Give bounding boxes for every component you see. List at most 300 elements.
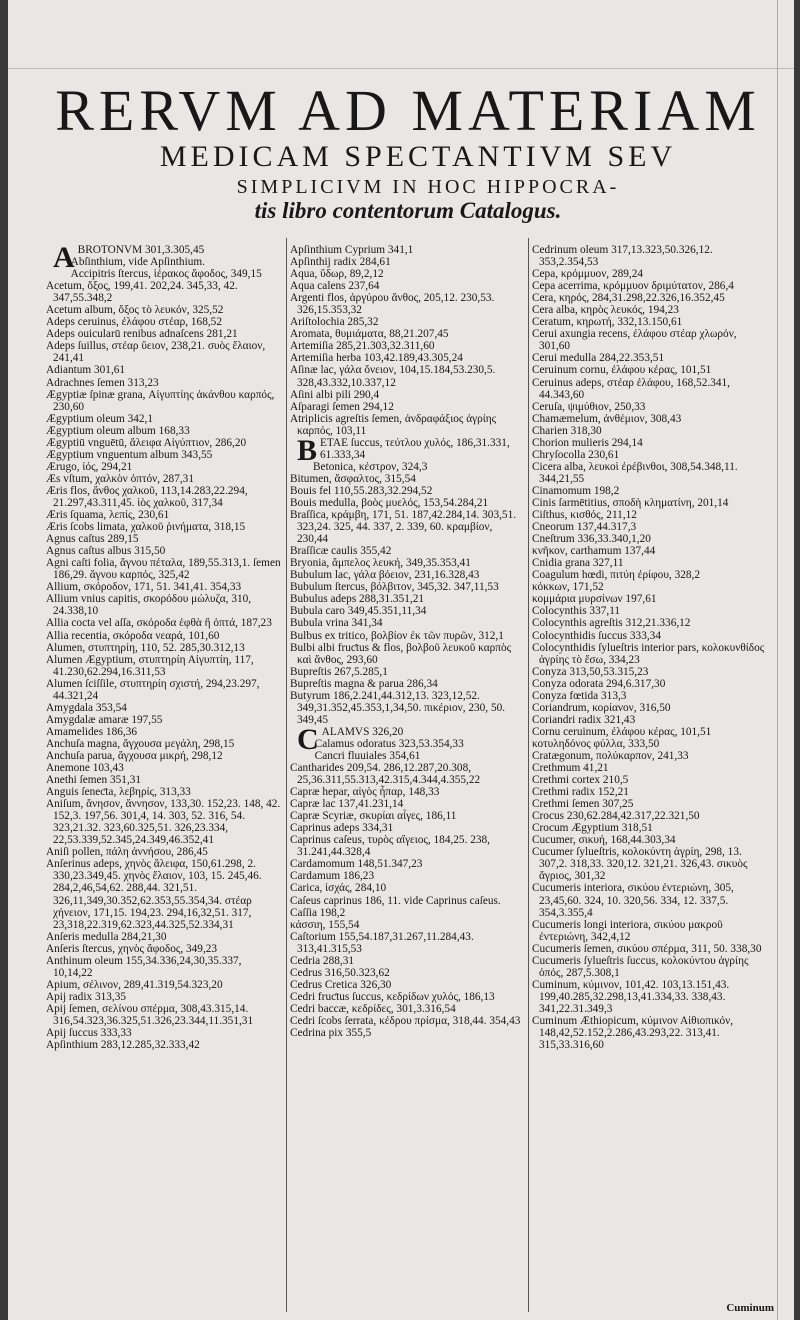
entry-text: Æs vſtum, χαλκὸν ὀπτόν, 287,31 [46,472,194,485]
index-entry [532,774,768,786]
index-entry [46,268,282,280]
entry-text: Apij ſemen, σελίνου σπέρμα, 308,43.315,14. 316,54.323,36.325,51.326,23.344,11.351,31 [46,1002,254,1027]
index-column-1 [46,241,284,1312]
entry-text: Æris ſquama, λεπίς, 230,61 [46,509,170,522]
title-line-2: MEDICAM SPECTANTIVM SEV [159,140,677,173]
entry-text: Cucumeris ſylueſtris ſuccus, κολοκύντου ἀγρίης ὀπός, 287,5.308,1 [532,954,752,979]
index-entry [290,991,524,1003]
index-entry [532,401,768,413]
index-entry [46,425,282,437]
entry-text: Cucumeris interiora, σικύου ἐντεριώνη, 305, 23,45,60. 324, 10. 320,56. 334, 12. 337,5. 354,3.355,4 [532,882,737,919]
index-entry [532,425,768,437]
index-entry [290,557,524,569]
drop-cap: B [297,433,318,467]
entry-text: Colocynthis 337,11 [532,605,621,618]
index-entry [532,292,768,304]
index-entry [46,678,282,702]
entry-text: Ceruinus adeps, στέαρ ἐλάφου, 168,52.341, 44.343,60 [532,376,733,401]
entry-text: Ægyptium vnguentum album 343,55 [46,448,213,461]
index-entry [290,617,524,629]
index-entry [290,810,524,822]
entry-text: Chamæmelum, ἀνθέμιον, 308,43 [532,412,682,425]
entry-text: Bubulus adeps 288,31.351,21 [290,593,424,606]
entry-text: Bouis fel 110,55.283,32.294,52 [290,484,433,497]
entry-text: κνῆκον, carthamum 137,44 [532,545,656,558]
entry-text: Agnus caſtus 289,15 [46,533,139,546]
entry-text: Braſſica, κράμβη, 171, 51. 187,42.284,14. 303,51. 323,24. 325, 44. 337, 2. 339, 60. κραμβίον, 230,44 [290,509,519,546]
entry-text: Anthinum oleum 155,34.336,24,30,35.337, 10,14,22 [46,954,245,979]
entry-text: Cedrina pix 355,5 [290,1027,372,1040]
index-entry [532,617,768,629]
entry-text: Allium vnius capitis, σκορόδου μώλυζα, 310, 24.338,10 [46,593,254,618]
entry-text: Aqua, ὕδωρ, 89,2,12 [290,268,384,281]
entry-text: Adeps ouicularū renibus adnaſcens 281,21 [46,328,238,341]
entry-text: Ægyptiæ ſpinæ grana, Αἰγυπτίης ἀκάνθου καρπός, 230,60 [46,388,278,413]
index-entry [46,1003,282,1027]
entry-text: Cnidia grana 327,11 [532,557,624,570]
index-entry [532,328,768,352]
index-entry [532,533,768,545]
entry-text: Bitumen, ἄσφαλτος, 315,54 [290,472,416,485]
index-entry [46,340,282,364]
entry-text: Ariſtolochia 285,32 [290,316,379,329]
entry-text: Crethmum 41,21 [532,762,609,775]
index-entry [290,280,524,292]
index-entry [532,979,768,1015]
index-entry [532,280,768,292]
index-entry [46,364,282,376]
index-entry [290,870,524,882]
index-entry [532,413,768,425]
entry-text: Aſparagi ſemen 294,12 [290,400,394,413]
entry-text: Betonica, κέστρον, 324,3 [313,460,428,473]
entry-text: Colocynthidis ſylueſtris interior pars, κολοκυνθίδος ἀγρίης τὸ ἔσω, 334,23 [532,641,768,666]
entry-text: Cedrinum oleum 317,13.323,50.326,12. 353,2.354,53 [532,244,716,269]
entry-text: Capræ lac 137,41.231,14 [290,798,404,811]
entry-text: Charien 318,30 [532,424,602,437]
entry-text: Bubula vrina 341,34 [290,617,383,630]
index-entry [46,858,282,930]
entry-text: Caprinus adeps 334,31 [290,822,394,835]
index-entry [532,955,768,979]
top-rule [8,68,794,69]
index-entry [290,642,524,666]
entry-text: Cepa, κρόμμυον, 289,24 [532,268,644,281]
entry-text: Ceruinum cornu, ἐλάφου κέρας, 101,51 [532,364,712,377]
entry-text: Bouis medulla, βοὸς μυελός, 153,54.284,21 [290,496,489,509]
index-entry [532,364,768,376]
entry-text: Cedrus 316,50.323,62 [290,966,390,979]
index-entry [46,979,282,991]
index-entry [290,1003,524,1015]
index-entry [46,521,282,533]
entry-text: ETAE ſuccus, τεύτλου χυλός, 186,31.331, 61.333,34 [320,436,513,461]
index-entry [532,882,768,918]
entry-text: Aqua calens 237,64 [290,280,380,293]
index-entry [290,364,524,388]
entry-text: Crethmi radix 152,21 [532,786,629,799]
entry-text: Crethmi cortex 210,5 [532,774,629,787]
entry-text: κόκκων, 171,52 [532,581,604,594]
entry-text: Cneorum 137,44.317,3 [532,521,637,534]
entry-text: Anſeris ſtercus, χηνὸς ἄφοδος, 349,23 [46,942,218,955]
index-entry [532,557,768,569]
right-margin-rule [777,0,778,1320]
entry-text: Conyza 313,50,53.315,23 [532,665,649,678]
index-entry [290,268,524,280]
index-entry [290,461,524,473]
index-entry [532,786,768,798]
entry-text: Atriplicis agreſtis ſemen, ἀνδραφάξιος ἀγρίης καρπός, 103,11 [290,412,499,437]
entry-text: Cepa acerrima, κρόμμυον δριμύτατον, 286,4 [532,280,734,293]
index-entry [290,750,524,762]
index-entry [532,268,768,280]
index-entry [290,919,524,931]
entry-text: Acetum, ὄξος, 199,41. 202,24. 345,33, 42. 347,55.348,2 [46,280,241,305]
entry-text: Agni caſti folia, ἄγνου πέταλα, 189,55.313,1. ſemen 186,29. ἄγνου καρπός, 325,42 [46,557,284,582]
index-entry [46,846,282,858]
index-entry [532,545,768,557]
index-entry [46,256,282,268]
entry-text: Adeps ceruinus, ἐλάφου στέαρ, 168,52 [46,316,222,329]
index-entry [46,654,282,678]
entry-text: Cardamum 186,23 [290,870,375,883]
index-entry [290,967,524,979]
entry-text: Bubula caro 349,45.351,11,34 [290,605,427,618]
entry-text: Amygdalæ amaræ 197,55 [46,713,163,726]
index-entry [290,822,524,834]
index-entry [532,437,768,449]
index-entry [532,738,768,750]
index-entry [532,678,768,690]
index-entry [46,702,282,714]
index-entry [290,762,524,786]
entry-text: Colocynthis agreſtis 312,21.336,12 [532,617,691,630]
catchword: Cuminum [726,1302,774,1314]
entry-text: Adiantum 301,61 [46,364,126,377]
index-entry [532,630,768,642]
entry-text: Ægyptiū vnguētū, ἄλειφα Αἰγύπτιον, 286,20 [46,436,247,449]
index-entry [290,328,524,340]
entry-text: Cedrus Cretica 326,30 [290,978,392,991]
index-entry [46,798,282,846]
entry-text: Accipitris ſtercus, ἱέρακος ἄφοδος, 349,15 [70,268,262,281]
entry-text: Caſſia 198,2 [290,906,346,919]
entry-text: Cedri ſcobs ſerrata, κέδρου πρίσμα, 318,44. 354,43 [290,1015,521,1027]
entry-text: Aniſum, ἄνησον, ἄννησον, 133,30. 152,23. 148, 42. 152,3. 197,56. 301,4, 14. 303, 52. 316, 54. 323,21.32. 323,60.325,51. 326,23.334, 22,53.339,52.345,24.349,46.352,41 [46,798,284,847]
index-entry [290,413,524,437]
entry-text: Cucumeris ſemen, σικύου σπέρμα, 311, 50. 338,30 [532,942,762,955]
entry-text: Ceruſa, ψιμύθιον, 250,33 [532,400,646,413]
entry-text: Braſſicæ caulis 355,42 [290,545,392,558]
index-entry [46,750,282,762]
index-entry [46,955,282,979]
index-entry [46,389,282,413]
index-entry [290,882,524,894]
index-entry [290,895,524,907]
entry-text: Apij radix 313,35 [46,990,127,1003]
index-entry [290,509,524,545]
entry-text: Anemone 103,43 [46,762,124,775]
index-entry [532,497,768,509]
entry-text: Bryonia, ἄμπελος λευκή, 349,35.353,41 [290,557,471,570]
entry-text: Artemiſia herba 103,42.189,43.305,24 [290,352,463,365]
column-separator [528,238,529,1312]
index-entry [46,280,282,304]
index-entry [532,919,768,943]
index-entry [46,642,282,654]
entry-text: Aſinæ lac, γάλα ὄνειον, 104,15.184,53.230,5. 328,43.332,10.337,12 [290,364,499,389]
index-entry [290,485,524,497]
entry-text: Chorion mulieris 294,14 [532,436,643,449]
entry-text: Ægyptium oleum album 168,33 [46,424,190,437]
entry-text: Carica, ἰσχάς, 284,10 [290,882,387,895]
entry-text: Apſinthium 283,12.285,32.333,42 [46,1039,200,1052]
index-entry [532,666,768,678]
index-entry [532,690,768,702]
index-entry [290,931,524,955]
index-entry [46,461,282,473]
entry-text: Cneſtrum 336,33.340,1,20 [532,533,651,546]
entry-text: Cuminum, κύμινον, 101,42. 103,13.151,43. 199,40.285,32.298,13,41.334,33. 338,43. 341,22.31.349,3 [532,978,733,1015]
entry-text: Adeps ſuillus, στέαρ ὕειον, 238,21. συὸς ἔλαιον, 241,41 [46,340,269,365]
entry-text: Alumen Ægyptium, στυπτηρίη Αἰγυπτίη, 117, 41.230,62.294,16.311,53 [46,653,257,678]
entry-text: Adrachnes ſemen 313,23 [46,376,159,389]
entry-text: Conyza fœtida 313,3 [532,689,627,702]
index-entry [290,244,524,256]
entry-text: Caprinus caſeus, τυρὸς αἴγειος, 184,25. 238, 31.241,44.328,4 [290,834,493,859]
drop-cap: A [53,241,75,274]
entry-text: Ærugo, ἰός, 294,21 [46,460,133,473]
entry-text: Bubulum ſtercus, βόλβιτον, 345,32. 347,11,53 [290,581,499,594]
index-entry [290,545,524,557]
entry-text: Anguis ſeneƈta, λεβηρίς, 313,33 [46,786,191,799]
index-entry [290,497,524,509]
index-entry [290,738,524,750]
index-entry [290,569,524,581]
index-entry [290,316,524,328]
index-entry [46,991,282,1003]
entry-text: Anethi ſemen 351,31 [46,774,142,787]
index-entry [532,449,768,461]
index-entry [46,617,282,629]
index-column-2 [290,244,524,1312]
entry-text: Abſinthium, vide Apſinthium. [70,256,205,269]
index-entry [46,377,282,389]
index-entry [532,702,768,714]
index-entry [532,822,768,834]
entry-text: Caſeus caprinus 186, 11. vide Caprinus caſeus. [290,894,501,907]
entry-text: Coriandrum, κορίανον, 316,50 [532,701,671,714]
index-entry [532,642,768,666]
entry-text: Coagulum hœdi, πιτύη ἐρίφου, 328,2 [532,569,700,582]
index-entry [290,401,524,413]
entry-text: Cuminum Æthiopicum, κύμινον Αἰθιοπικόν, 148,42,52.152,2.286,43.293,22. 313,41. 315,33.316,60 [532,1015,736,1052]
entry-text: Agnus caſtus albus 315,50 [46,545,166,558]
entry-text: Bupreſtis magna & parua 286,34 [290,677,438,690]
entry-text: Amamelides 186,36 [46,725,137,738]
entry-text: κάσσιη, 155,54 [290,918,360,931]
entry-text: Bulbi albi fruƈtus & flos, βολβοῦ λευκοῦ καρπὸς καὶ ἄνθος, 293,60 [290,641,514,666]
entry-text: Cardamomum 148,51.347,23 [290,858,423,871]
index-entry [290,352,524,364]
index-entry [290,858,524,870]
entry-text: Cinamomum 198,2 [532,484,620,497]
index-entry [46,1027,282,1039]
entry-text: Conyza odorata 294,6.317,30 [532,677,666,690]
entry-text: Cratægonum, πολύκαρπον, 241,33 [532,749,689,762]
entry-text: Caſtorium 155,54.187,31.267,11.284,43. 313,41.315,53 [290,930,477,955]
index-entry [46,413,282,425]
entry-text: Cedria 288,31 [290,954,355,967]
index-entry [290,605,524,617]
index-entry [290,834,524,858]
index-entry [46,738,282,750]
entry-text: Crocum Ægyptium 318,51 [532,822,653,835]
index-entry [46,449,282,461]
entry-text: Cinis ſarmētitius, σποδὴ κληματίνη, 201,14 [532,496,729,509]
index-entry [290,593,524,605]
index-entry [46,473,282,485]
index-entry [532,304,768,316]
index-entry [532,581,768,593]
entry-text: Colocynthidis ſuccus 333,34 [532,629,661,642]
index-entry [46,762,282,774]
index-entry [290,256,524,268]
index-entry [46,786,282,798]
index-entry [46,1039,282,1051]
title-line-1: RERVM AD MATERIAM [55,78,761,143]
index-entry [46,774,282,786]
entry-text: BROTONVM 301,3.305,45 [77,244,205,256]
entry-text: Ægyptium oleum 342,1 [46,412,154,425]
title-line-3: SIMPLICIVM IN HOC HIPPOCRA- [236,176,620,198]
entry-text: Cornu ceruinum, ἐλάφου κέρας, 101,51 [532,725,712,738]
index-entry [532,569,768,581]
entry-text: Crocus 230,62.284,42.317,22.321,50 [532,810,700,823]
entry-text: Alumen ſciſſile, στυπτηρίη σχιστή, 294,23.297, 44.321,24 [46,677,263,702]
index-entry [46,630,282,642]
index-entry [532,485,768,497]
index-entry [290,473,524,485]
index-entry [290,340,524,352]
entry-text: Cicera alba, λευκοὶ ἐρέβινθοι, 308,54.348,11. 344,21,55 [532,460,741,485]
index-entry [290,1027,524,1039]
index-entry [46,533,282,545]
entry-text: Cedri baccæ, κεδρίδες, 301,3.316,54 [290,1002,456,1015]
entry-text: Cerui axungia recens, ἐλάφου στέαρ χλωρόν, 301,60 [532,328,740,353]
entry-text: Cantharides 209,54. 286,12.287,20.308, 25,36.311,55.313,42.315,4.344,4.355,22 [290,762,481,787]
entry-text: Capræ hepar, αἰγὸς ἧπαρ, 148,33 [290,786,440,799]
index-entry [46,485,282,509]
index-entry [290,690,524,726]
index-entry [290,979,524,991]
index-entry [46,581,282,593]
entry-text: Bupreſtis 267,5.285,1 [290,665,388,678]
index-entry [46,726,282,738]
entry-text: Æris ſcobs limata, χαλκοῦ ῥινήματα, 318,15 [46,521,246,534]
entry-text: Anſeris medulla 284,21,30 [46,930,167,943]
entry-text: Bubulum lac, γάλα βόειον, 231,16.328,43 [290,569,480,582]
index-entry [532,798,768,810]
page [8,0,794,1320]
index-entry [46,328,282,340]
entry-text: Allia recentia, σκόροδα νεαρά, 101,60 [46,629,220,642]
entry-text: Apſinthium Cyprium 341,1 [290,244,414,256]
entry-text: Cucumer, σικυή, 168,44.303,34 [532,834,676,847]
entry-text: Apium, σέλινον, 289,41.319,54.323,20 [46,978,223,991]
index-entry [290,389,524,401]
index-entry [532,377,768,401]
entry-text: Aromata, θυμιάματα, 88,21.207,45 [290,328,449,341]
entry-text: Cera alba, κηρὸς λευκός, 194,23 [532,304,679,317]
index-entry [46,557,282,581]
entry-text: ALAMVS 326,20 [321,725,404,738]
index-entry [290,292,524,316]
index-entry [46,943,282,955]
title-line-4: tis libro contentorum Catalogus. [254,198,562,223]
index-entry [290,678,524,690]
index-entry [532,244,768,268]
index-entry [532,943,768,955]
index-entry [46,304,282,316]
entry-text: Allia cocta vel aſſa, σκόροδα ἑφθὰ ἢ ὀπτά, 187,23 [46,617,272,630]
index-column-3 [532,244,768,1312]
entry-text: Acetum album, ὄξος τὸ λευκόν, 325,52 [46,304,224,317]
index-entry [290,955,524,967]
index-entry [532,750,768,762]
entry-text: Argenti flos, ἀργύρου ἄνθος, 205,12. 230,53. 326,15.353,32 [290,292,498,317]
index-entry [290,786,524,798]
index-entry [532,521,768,533]
index-entry [46,509,282,521]
entry-text: Coriandri radix 321,43 [532,713,636,726]
column-separator [286,238,287,1312]
index-entry [532,834,768,846]
entry-text: Alumen, στυπτηρίη, 110, 52. 285,30.312,13 [46,641,245,654]
entry-text: Apſinthij radix 284,61 [290,256,391,269]
index-entry [532,316,768,328]
index-entry [46,593,282,617]
index-entry [532,509,768,521]
entry-text: Calamus odoratus 323,53.354,33 [314,737,464,750]
index-entry [46,714,282,726]
index-entry [532,593,768,605]
entry-text: Cerui medulla 284,22.353,51 [532,352,665,365]
entry-text: Anſerinus adeps, χηνὸς ἄλειφα, 150,61.298, 2. 330,23.349,45. χηνὸς ἔλαιον, 103, 15. 245,46. 284,2,46,54,62. 288,44. 321,51. 326,11,349,30.352,62.353,55.354,34. στέαρ χήνειον, 171,15. 194,23. 294,16,32,51. 317, 23,318,22.319,62.323,44.325,52.334,31 [46,858,265,931]
entry-text: Cancri fluuiales 354,61 [314,749,421,762]
index-entry [290,581,524,593]
entry-text: Allium, σκόροδον, 171, 51. 341,41. 354,33 [46,581,242,594]
entry-text: Amygdala 353,54 [46,701,127,714]
entry-text: Aniſi pollen, πάλη ἀννήσου, 286,45 [46,846,208,859]
entry-text: κομμάρια μυρσίνων 197,61 [532,593,657,606]
entry-text: Butyrum 186,2.241,44.312,13. 323,12,52. 349,31.352,45.353,1,34,50. πικέριον, 230, 50. 349,45 [290,689,508,726]
index-entry [532,810,768,822]
index-entry [532,352,768,364]
index-entry [532,461,768,485]
index-entry [46,437,282,449]
index-entry [532,714,768,726]
index-entry [46,931,282,943]
entry-text: κοτυληδόνος φύλλα, 333,50 [532,737,660,750]
index-entry [290,907,524,919]
index-entry [532,726,768,738]
index-entry [46,316,282,328]
entry-text: Ciſthus, κισθός, 211,12 [532,509,637,522]
index-entry [290,1015,524,1027]
entry-text: Artemiſia 285,21.303,32.311,60 [290,340,435,353]
